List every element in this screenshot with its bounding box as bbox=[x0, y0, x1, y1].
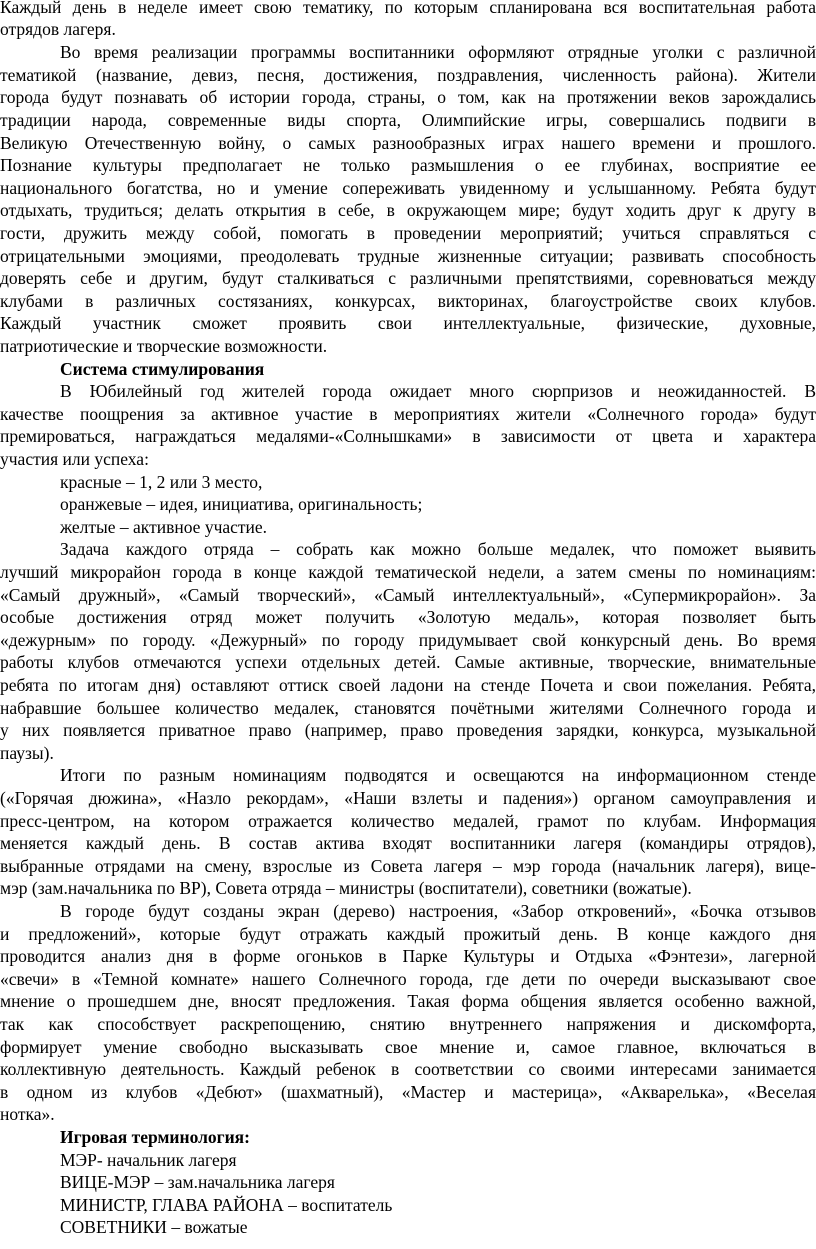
text-line: у них появляется приватное право (например, право проведения зарядки, конкурса, музыкальной bbox=[0, 720, 816, 740]
text-line: Познание культуры предполагает не только размышления о ее глубинах, восприятие ее bbox=[0, 155, 816, 175]
text-line: В городе будут созданы экран (дерево) настроения, «Забор откровений», «Бочка отзывов bbox=[60, 901, 816, 921]
text-line: паузы). bbox=[0, 743, 54, 763]
text-line: Во время реализации программы воспитанники оформляют отрядные уголки с различной bbox=[60, 42, 816, 62]
list-item: красные – 1, 2 или 3 место, bbox=[60, 472, 263, 492]
text-line: меняется каждый день. В состав актива входят воспитанники лагеря (командиры отрядов), bbox=[0, 833, 816, 853]
text-line: Итоги по разным номинациям подводятся и освещаются на информационном стенде bbox=[60, 765, 816, 785]
text-line: качестве поощрения за активное участие в мероприятиях жители «Солнечного города» будут bbox=[0, 404, 816, 424]
section-heading: Система стимулирования bbox=[60, 359, 265, 379]
list-item: МЭР- начальник лагеря bbox=[60, 1150, 237, 1170]
text-line: («Горячая дюжина», «Назло рекордам», «Наши взлеты и падения») органом самоуправления и bbox=[0, 788, 816, 808]
text-line: проводится анализ дня в форме огоньков в Парке Культуры и Отдыха «Фэнтези», лагерной bbox=[0, 946, 816, 966]
text-line: Великую Отечественную войну, о самых разнообразных играх нашего времени и прошлого. bbox=[0, 133, 816, 153]
text-line: Задача каждого отряда – собрать как можно больше медалек, что поможет выявить bbox=[60, 539, 816, 559]
text-line: отрицательными эмоциями, преодолевать трудные жизненные ситуации; развивать способность bbox=[0, 246, 816, 266]
text-line: премироваться, награждаться медалями-«Солнышками» в зависимости от цвета и характера bbox=[0, 426, 816, 446]
text-line: отдыхать, трудиться; делать открытия в себе, в окружающем мире; будут ходить друг к другу в bbox=[0, 200, 816, 220]
list-item: ВИЦЕ-МЭР – зам.начальника лагеря bbox=[60, 1172, 335, 1192]
text-line: особые достижения отряд может получить «Золотую медаль», которая позволяет быть bbox=[0, 607, 816, 627]
text-line: участия или успеха: bbox=[0, 449, 149, 469]
text-line: нотка». bbox=[0, 1104, 55, 1124]
text-line: «Самый дружный», «Самый творческий», «Самый интеллектуальный», «Супермикрорайон». За bbox=[0, 585, 816, 605]
text-line: «дежурным» по городу. «Дежурный» по городу придумывает свой конкурсный день. Во время bbox=[0, 630, 816, 650]
text-line: отрядов лагеря. bbox=[0, 19, 116, 39]
text-line: города будут познавать об истории города, страны, о том, как на протяжении веков зарождались bbox=[0, 87, 816, 107]
text-line: В Юбилейный год жителей города ожидает много сюрпризов и неожиданностей. В bbox=[60, 381, 816, 401]
text-line: и предложений», которые будут отражать каждый прожитый день. В конце каждого дня bbox=[0, 924, 816, 944]
text-line: Каждый день в неделе имеет свою тематику, по которым спланирована вся воспитательная работа bbox=[0, 0, 816, 17]
text-line: так как способствует раскрепощению, снятию внутреннего напряжения и дискомфорта, bbox=[0, 1014, 816, 1034]
text-line: работы клубов отмечаются успехи отдельных детей. Самые активные, творческие, внимательные bbox=[0, 652, 816, 672]
text-line: национального богатства, но и умение сопереживать увиденному и услышанному. Ребята будут bbox=[0, 178, 816, 198]
text-line: лучший микрорайон города в конце каждой тематической недели, а затем смены по номинациям: bbox=[0, 562, 816, 582]
text-line: выбранные отрядами на смену, взрослые из Совета лагеря – мэр города (начальник лагеря), вице- bbox=[0, 856, 816, 876]
list-item: желтые – активное участие. bbox=[60, 517, 268, 537]
text-line: Каждый участник сможет проявить свои интеллектуальные, физические, духовные, bbox=[0, 313, 816, 333]
text-line: клубами в различных состязаниях, конкурсах, викторинах, благоустройстве своих клубов. bbox=[0, 291, 816, 311]
text-line: набравшие большее количество медалек, становятся почётными жителями Солнечного города и bbox=[0, 698, 816, 718]
text-line: ребята по итогам дня) оставляют оттиск своей ладони на стенде Почета и свои пожелания. Ребята, bbox=[0, 675, 816, 695]
text-line: тематикой (название, девиз, песня, достижения, поздравления, численность района). Жители bbox=[0, 65, 816, 85]
text-line: патриотические и творческие возможности. bbox=[0, 336, 328, 356]
section-heading: Игровая терминология: bbox=[60, 1127, 250, 1147]
list-item: СОВЕТНИКИ – вожатые bbox=[60, 1217, 248, 1237]
text-line: пресс-центром, на котором отражается количество медалей, грамот по клубам. Информация bbox=[0, 811, 816, 831]
text-line: мэр (зам.начальника по ВР), Совета отряда – министры (воспитатели), советники (вожатые). bbox=[0, 878, 692, 898]
text-line: «свечи» в «Темной комнате» нашего Солнечного города, где дети по очереди высказывают свое bbox=[0, 969, 816, 989]
text-line: мнение о прошедшем дне, вносят предложения. Такая форма общения является особенно важной, bbox=[0, 991, 816, 1011]
text-line: доверять себе и другим, будут сталкиваться с различными препятствиями, соревноваться между bbox=[0, 268, 816, 288]
text-line: традиции народа, современные виды спорта, Олимпийские игры, совершались подвиги в bbox=[0, 110, 816, 130]
text-line: коллективную деятельность. Каждый ребенок в соответствии со своими интересами занимается bbox=[0, 1059, 816, 1079]
text-line: формирует умение свободно высказывать свое мнение и, самое главное, включаться в bbox=[0, 1037, 816, 1057]
list-item: МИНИСТР, ГЛАВА РАЙОНА – воспитатель bbox=[60, 1195, 393, 1215]
text-line: гости, дружить между собой, помогать в проведении мероприятий; учиться справляться с bbox=[0, 223, 816, 243]
list-item: оранжевые – идея, инициатива, оригинальность; bbox=[60, 494, 423, 514]
text-line: в одном из клубов «Дебют» (шахматный), «Мастер и мастерица», «Акварелька», «Веселая bbox=[0, 1082, 816, 1102]
